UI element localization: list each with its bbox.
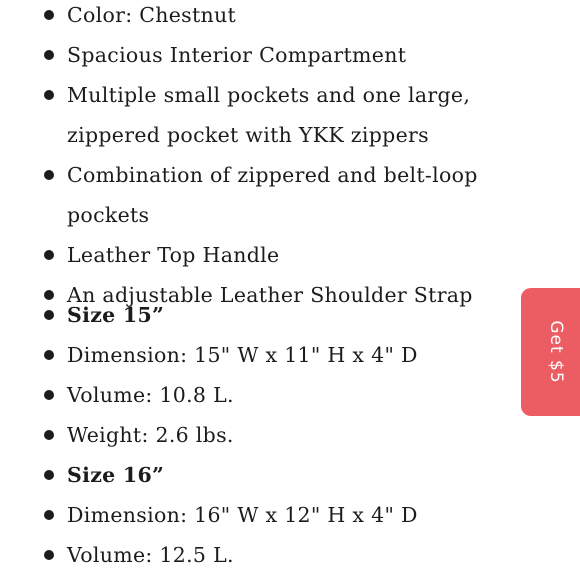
bullet-icon	[44, 310, 54, 320]
feature-pocket-types: Combination of zippered and belt-loop pockets	[67, 163, 478, 227]
bullet-icon	[44, 350, 54, 360]
promo-label: Get $5	[546, 320, 566, 384]
feature-interior: Spacious Interior Compartment	[67, 43, 407, 67]
list-item	[0, 455, 560, 495]
feature-color: Color: Chestnut	[67, 3, 237, 27]
bullet-icon	[44, 390, 54, 400]
bullet-icon	[44, 50, 54, 60]
list-item	[0, 75, 560, 155]
size-16-heading: Size 16”	[67, 463, 165, 487]
feature-strap: An adjustable Leather Shoulder Strap	[67, 283, 473, 307]
bullet-icon	[44, 430, 54, 440]
bullet-icon	[44, 10, 54, 20]
list-item	[0, 535, 560, 575]
size-15-weight: Weight: 2.6 lbs.	[67, 423, 234, 447]
feature-pockets: Multiple small pockets and one large, zippered pocket with YKK zippers	[67, 83, 471, 147]
list-item	[0, 35, 560, 75]
size-16-volume: Volume: 12.5 L.	[67, 543, 234, 567]
get-5-promo-button[interactable]	[521, 288, 580, 416]
list-item	[0, 335, 560, 375]
bullet-icon	[44, 510, 54, 520]
bullet-icon	[44, 550, 54, 560]
size-list	[0, 295, 560, 575]
size-15-volume: Volume: 10.8 L.	[67, 383, 234, 407]
list-item	[0, 0, 560, 35]
list-item	[0, 495, 560, 535]
list-item	[0, 415, 560, 455]
list-item	[0, 235, 560, 275]
list-item	[0, 155, 560, 235]
list-item	[0, 375, 560, 415]
size-15-dimension: Dimension: 15" W x 11" H x 4" D	[67, 343, 418, 367]
list-item	[0, 295, 560, 335]
bullet-icon	[44, 250, 54, 260]
feature-handle: Leather Top Handle	[67, 243, 280, 267]
bullet-icon	[44, 470, 54, 480]
size-16-dimension: Dimension: 16" W x 12" H x 4" D	[67, 503, 418, 527]
bullet-icon	[44, 90, 54, 100]
bullet-icon	[44, 170, 54, 180]
size-15-heading: Size 15”	[67, 303, 165, 327]
